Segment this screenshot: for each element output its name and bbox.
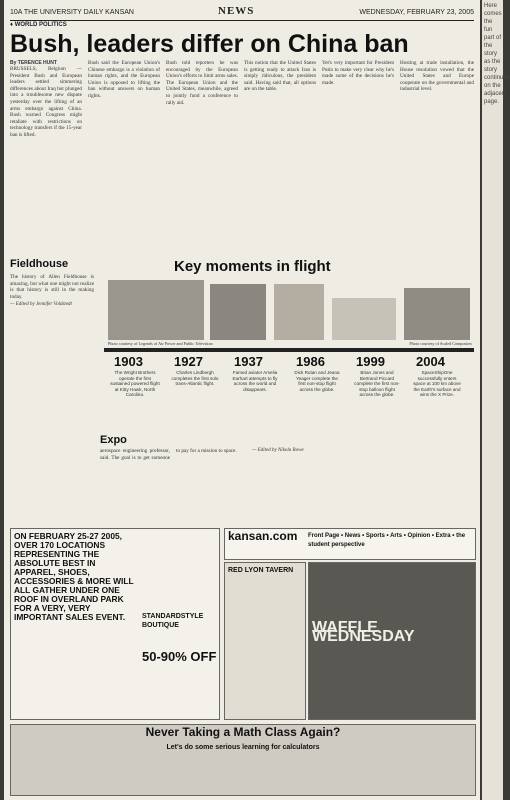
timeline-caption: Brian Jones and Bertrand Piccard complete the first non-stop balloon flight across the globe.	[354, 370, 400, 398]
tavern-ad[interactable]	[224, 562, 306, 720]
timeline-year: 1937	[234, 354, 263, 369]
article-col1-text: BRUSSELS, Belgium — President Bush and European leaders settled simmering differences about Iraq but plunged into a troublesome new dispute yesterday over the lifting of an arms embargo against China. Bush warned Congress might retaliate with restrictions on technology transfers if the 15-year ban is lifted.	[10, 66, 82, 138]
sale-ad-name: STANDARDSTYLE BOUTIQUE	[142, 613, 204, 629]
fieldhouse-text: The history of Allen Fieldhouse is amazing, but what one might not realize is that history is still in the making today.	[10, 274, 94, 300]
article-col-6: Hosting at trade installation, the House resolution vowed that the United States and Europe cooperate on the governmental and industrial level.	[400, 60, 474, 93]
sale-ad-discount: 50-90% OFF	[142, 649, 217, 664]
math-headline: Never Taking a Math Class Again?	[145, 725, 341, 739]
page-header	[10, 6, 474, 21]
spaceshipone-photo	[404, 288, 470, 340]
section-name: NEWS	[218, 5, 255, 17]
lindbergh-photo	[210, 284, 266, 340]
tavern-name: RED LYON TAVERN	[228, 567, 294, 574]
header-date: WEDNESDAY, FEBRUARY 23, 2005	[359, 9, 474, 16]
timeline-caption: Charles Lindbergh completes the first solo trans-Atlantic flight.	[171, 370, 219, 387]
timeline-year: 1903	[114, 354, 143, 369]
timeline-year: 1986	[296, 354, 325, 369]
article-col-2: Bush said the European Union's Chinese embargo is a violation of human rights, and the European Union is opposed to lifting the ban without answers on human rights.	[88, 60, 160, 99]
kicker: ♦ WORLD POLITICS	[10, 22, 67, 28]
kansan-url: kansan.com	[228, 529, 298, 543]
wright-brothers-photo	[108, 280, 204, 340]
timeline-year: 1927	[174, 354, 203, 369]
timeline-caption: Famed aviator Amelia Earhart attempts to fly across the world and disappears.	[232, 370, 278, 392]
fieldhouse-editor: — Edited by Jennifer Voldstedt	[10, 302, 72, 308]
expo-heading: Expo	[100, 434, 127, 446]
timeline-caption: SpaceShipOne successfully enters space at 100 km above the Earth's surface and wins the X Prize.	[413, 370, 461, 398]
timeline-credit-left: Photo courtesy of Legends of Air Power and Public Television	[108, 341, 213, 346]
earhart-photo	[274, 284, 324, 340]
math-ad[interactable]	[10, 724, 476, 796]
flight-timeline	[104, 258, 474, 422]
header-left: 10A THE UNIVERSITY DAILY KANSAN	[10, 9, 134, 16]
kansan-tagline: Front Page • News • Sports • Arts • Opinion • Extra • the student perspective	[308, 533, 466, 548]
article-byline: By TERENCE HUNT	[10, 60, 57, 66]
article-col-5: Yet's very important for President Putin to make very clear why he's made some of the decisions he's made.	[322, 60, 394, 86]
timeline-year: 2004	[416, 354, 445, 369]
adjacent-page-text: Here comes the fun part of the story as the story continues on the adjacent page.	[484, 3, 510, 105]
math-subline: Let's do some serious learning for calculators	[166, 744, 320, 751]
timeline-title: Key moments in flight	[174, 258, 331, 275]
article-col-1	[10, 60, 82, 250]
timeline-bar	[104, 348, 474, 352]
timeline-caption: Dick Rutan and Jeana Yeager complete the first non-stop flight across the globe.	[294, 370, 340, 392]
advertisements	[10, 528, 474, 798]
adjacent-page-edge	[482, 0, 510, 800]
waffle-title: WAFFLE WEDNESDAY	[312, 619, 415, 645]
article-col-3: Bush told reporters he was encouraged by the European Union's efforts to limit arms sales. The European Union and the United States, meanwhile, agreed to jointly fund a conference to rally aid.	[166, 60, 238, 106]
expo-body	[100, 448, 474, 524]
expo-editor: — Edited by Nikola Rowe	[252, 448, 304, 453]
waffle-ad[interactable]	[308, 562, 476, 720]
voyager-photo	[332, 298, 396, 340]
timeline-caption: The Wright Brothers operate the first sustained powered flight at Kitty Hawk, North Carolina.	[110, 370, 160, 398]
kansan-ad[interactable]	[224, 528, 476, 560]
fieldhouse-body	[10, 274, 94, 522]
timeline-year: 1999	[356, 354, 385, 369]
fieldhouse-heading: Fieldhouse	[10, 258, 69, 270]
headline: Bush, leaders differ on China ban	[10, 30, 409, 58]
sale-ad[interactable]	[10, 528, 220, 720]
sale-ad-text: ON FEBRUARY 25-27 2005, OVER 170 LOCATIONS REPRESENTING THE ABSOLUTE BEST IN APPAREL, SHOES, ACCESSORIES & MORE WILL ALL GATHER UNDER ONE ROOF IN OVERLAND PARK FOR A VERY, VERY IMPORTANT SALES EVENT.	[14, 531, 134, 622]
newspaper-page	[4, 0, 480, 800]
article-col-4: This notion that the United States is getting ready to attack Iran is simply ridiculous, the president said. Having said that, all options are on the table.	[244, 60, 316, 93]
timeline-credit-right: Photo courtesy of Scaled Composites	[409, 341, 472, 346]
expo-text: aerospace engineering professor, said. The goal is to get someone to pay for a mission to space.	[100, 448, 237, 461]
